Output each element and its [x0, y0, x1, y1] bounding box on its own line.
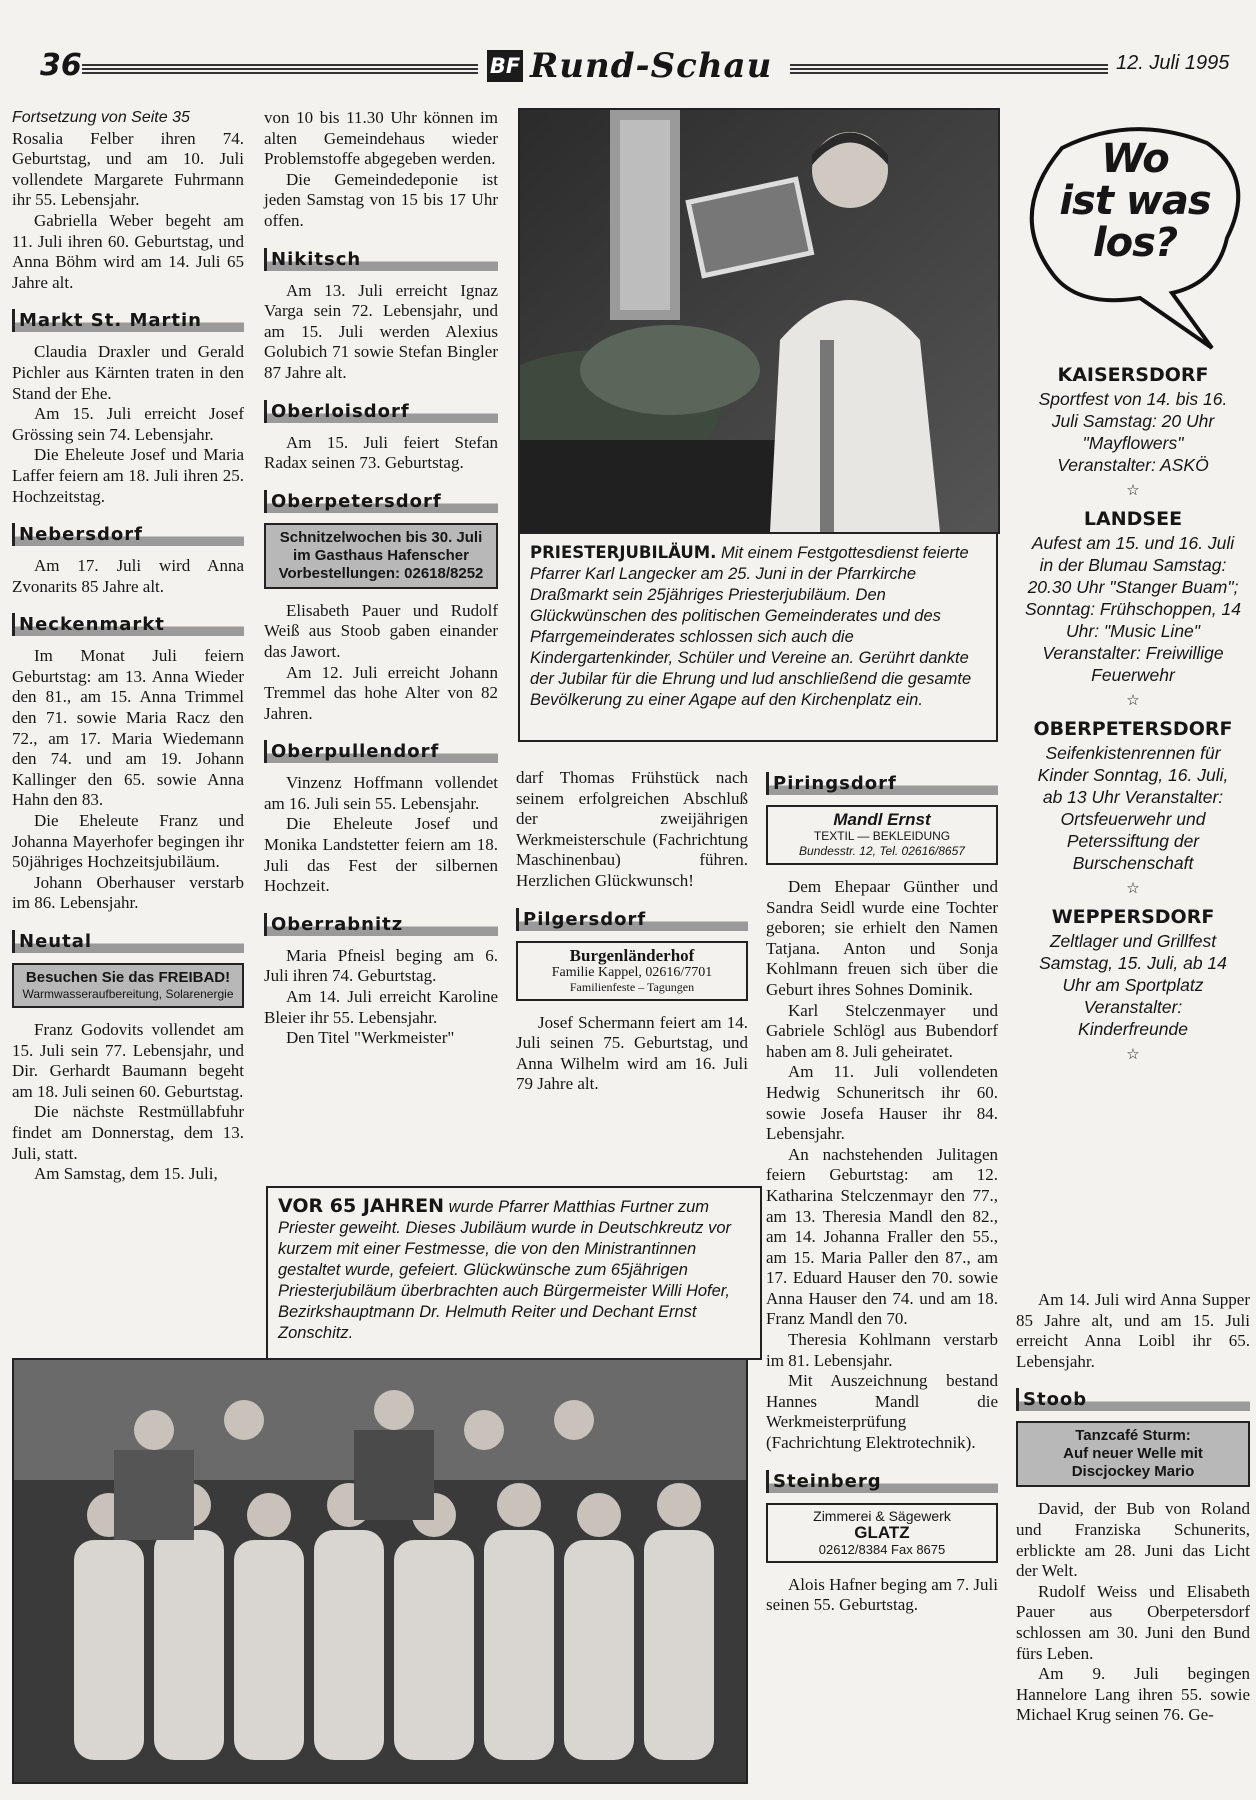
paragraph: Am 15. Juli feiert Stefan Radax seinen 73. Geburtstag.: [264, 432, 498, 473]
star-icon: ☆: [1126, 482, 1140, 499]
event-text: Sportfest von 14. bis 16. Juli Samstag: 20 Uhr "Mayflowers" Veranstalter: ASKÖ: [1038, 389, 1228, 475]
continuation-note: Fortsetzung von Seite 35: [12, 109, 190, 126]
priest-photo-graphic: [520, 110, 998, 532]
paragraph: Rosalia Felber ihren 74. Geburtstag, und am 10. Juli vollendete Margarete Fuhrmann ihr 55. Lebensjahr.: [12, 128, 244, 210]
ad-line: Besuchen Sie das FREIBAD!: [25, 969, 231, 986]
paragraph: Im Monat Juli feiern Geburtstag: am 13. Anna Wieder den 81., am 15. Anna Trimmel den 71. sowie Maria Racz den 72., am 17. Maria Wiedemann den 74. und am 19. Johann Kallinger den 65. sowie Anna Hahn den 83.: [12, 646, 244, 810]
section-heading-nikitsch: Nikitsch: [264, 248, 498, 271]
paragraph: Josef Schermann feiert am 14. Juli seinen 75. Geburtstag, und Anna Wilhelm wird am 16. Juli 79 Jahre alt.: [516, 1012, 748, 1094]
ad-line: Familie Kappel, 02616/7701: [551, 964, 713, 980]
paragraph: Die Eheleute Josef und Maria Laffer feiern am 18. Juli ihren 25. Hochzeitstag.: [12, 445, 244, 506]
ad-line: Bundesstr. 12, Tel. 02616/8657: [799, 844, 965, 858]
paragraph: Franz Godovits vollendet am 15. Juli sein 77. Lebensjahr, und Dir. Gerhardt Baumann begeht am 18. Juli seinen 60. Geburtstag.: [12, 1020, 244, 1101]
paragraph: Am 17. Juli wird Anna Zvonarits 85 Jahre alt.: [12, 556, 244, 596]
event-place: WEPPERSDORF: [1051, 906, 1215, 928]
paragraph: Am 14. Juli erreicht Karoline Bleier ihr 55. Lebensjahr.: [264, 987, 498, 1027]
column-1: [12, 108, 244, 1185]
bubble-line: ist was: [1059, 178, 1211, 224]
section-heading-oberpullendorf: Oberpullendorf: [264, 740, 498, 763]
header-rule-left: [82, 62, 478, 74]
paragraph: Am 9. Juli begingen Hannelore Lang ihren 55. sowie Michael Krug seinen 76. Ge-: [1016, 1664, 1250, 1725]
paragraph: Am 15. Juli erreicht Josef Grössing sein 74. Lebensjahr.: [12, 404, 244, 444]
section-heading-stoob: Stoob: [1016, 1388, 1250, 1411]
speech-bubble: [1022, 118, 1248, 354]
section-heading-markt-st-martin: Markt St. Martin: [12, 309, 244, 332]
section-heading-steinberg: Steinberg: [766, 1470, 998, 1493]
ad-freibad: [12, 963, 244, 1008]
paragraph: Johann Oberhauser verstarb im 86. Lebensjahr.: [12, 872, 244, 913]
event-place: LANDSEE: [1083, 508, 1183, 530]
ad-line: Familienfeste – Tagungen: [569, 979, 695, 994]
section-heading-oberloisdorf: Oberloisdorf: [264, 400, 498, 423]
page-number: 36: [40, 48, 82, 83]
section-heading-oberrabnitz: Oberrabnitz: [264, 913, 498, 936]
ad-line: Warmwasseraufbereitung, Solarenergie: [22, 987, 234, 1001]
paragraph: Karl Stelczenmayer und Gabriele Schlögl aus Bubendorf haben am 8. Juli geheiratet.: [766, 1000, 998, 1061]
ad-line: im Gasthaus Hafenscher: [293, 546, 469, 564]
paragraph: Claudia Draxler und Gerald Pichler aus Kärnten traten in den Stand der Ehe.: [12, 342, 244, 403]
ad-glatz: [766, 1503, 998, 1563]
ad-mandl-ernst: [766, 805, 998, 865]
column-2: [264, 108, 498, 1049]
photo-priest-jubilee: [518, 108, 1000, 534]
ad-line: Vorbestellungen: 02618/8252: [278, 564, 484, 582]
event-text: Aufest am 15. und 16. Juli in der Blumau Samstag: 20.30 Uhr "Stanger Buam"; Sonntag: Frühschoppen, 14 Uhr: "Music Line" Veranstalter: Freiwillige Feuerwehr: [1025, 533, 1241, 685]
photo-group-altar-servers: [12, 1358, 748, 1784]
caption-text: Mit einem Festgottesdienst feierte Pfarrer Karl Langecker am 25. Juni in der Pfarrkirche Draßmarkt sein 25jähriges Priesterjubiläum. Den Glückwünschen des politischen Gemeinderates und des Pfarrgemeinderates schlossen sich auch die Kindergartenkinder, Schüler und Vereine an. Gerührt dankte der Jubilar für die Ehrung und lud anschließend die gesamte Bevölkerung zu einer Agape auf den Kirchenplatz ein.: [530, 544, 972, 709]
event-text: Seifenkistenrennen für Kinder Sonntag, 16. Juli, ab 13 Uhr Veranstalter: Ortsfeuerwehr und Peterssiftung der Burschenschaft: [1037, 743, 1229, 873]
issue-date: 12. Juli 1995: [1116, 52, 1230, 74]
ad-line: 02612/8384 Fax 8675: [818, 1541, 946, 1557]
paragraph: Vinzenz Hoffmann vollendet am 16. Juli sein 55. Lebensjahr.: [264, 773, 498, 813]
paragraph: Am 13. Juli erreicht Ignaz Varga sein 72. Lebensjahr, und am 15. Juli werden Alexius Golubich 71 sowie Stefan Bingler 87 Jahre alt.: [264, 280, 498, 382]
section-heading-nebersdorf: Nebersdorf: [12, 523, 244, 546]
paragraph: Elisabeth Pauer und Rudolf Weiß aus Stoob gaben einander das Jawort.: [264, 600, 498, 661]
box-lead: VOR 65 JAHREN: [278, 1195, 445, 1217]
paragraph: Am 12. Juli erreicht Johann Tremmel das hohe Alter von 82 Jahren.: [264, 662, 498, 723]
caption-lead: PRIESTERJUBILÄUM.: [530, 543, 717, 562]
ad-line: GLATZ: [854, 1522, 910, 1542]
paragraph: Die Gemeindedeponie ist jeden Samstag von 15 bis 17 Uhr offen.: [264, 169, 498, 230]
event-place: OBERPETERSDORF: [1033, 718, 1233, 740]
ad-line: Burgenländerhof: [569, 945, 695, 965]
ad-line: Discjockey Mario: [1071, 1463, 1195, 1481]
ad-line: Auf neuer Welle mit: [1063, 1445, 1203, 1463]
section-heading-neckenmarkt: Neckenmarkt: [12, 613, 244, 636]
paragraph: darf Thomas Frühstück nach seinem erfolgreichen Abschluß der zweijährigen Werkmeisterschule (Fachrichtung Maschinenbau) führen. Herzlichen Glückwunsch!: [516, 768, 748, 890]
paragraph: David, der Bub von Roland und Franziska Schunerits, erblickte am 28. Juni das Licht der Welt.: [1016, 1499, 1250, 1581]
ad-line: Schnitzelwochen bis 30. Juli: [279, 528, 483, 546]
paragraph: Dem Ehepaar Günther und Sandra Seidl wurde eine Tochter geboren; sie erhielt den Namen Tatjana. Anton und Sonja Kohlmann freuen sich über die Geburt ihres Sohnes Dominik.: [766, 877, 998, 999]
paragraph: von 10 bis 11.30 Uhr können im alten Gemeindehaus wieder Problemstoffe abgegeben werden.: [264, 108, 498, 169]
ad-line: Mandl Ernst: [833, 810, 931, 829]
box-text: wurde Pfarrer Matthias Furtner zum Priester geweiht. Dieses Jubiläum wurde in Deutschkreutz vor kurzem mit einer Festmesse, die von den Ministrantinnen gestaltet wurde, gefeiert. Glückwünsche zum 65jährigen Priesterjubiläum überbrachten auch Bürgermeister Willi Hofer, Bezirkshauptmann Dr. Helmuth Reiter und Dechant Ernst Zonschitz.: [278, 1198, 732, 1342]
bf-logo: BF: [487, 50, 523, 82]
star-icon: ☆: [1126, 1046, 1140, 1063]
paragraph: An nachstehenden Julitagen feiern Geburtstag: am 12. Katharina Stelczenmayr den 77., am 13. Theresia Mandl den 82., am 14. Johanna Fraller den 55., am 15. Maria Paller den 87., am 17. Eduard Hauser den 70. sowie Anna Hauser den 74. und am 18. Franz Mandl den 70.: [766, 1144, 998, 1329]
column-4: [766, 772, 998, 1616]
paragraph: Am 11. Juli vollendeten Hedwig Schuneritsch ihr 60. sowie Josefa Hauser ihr 84. Lebensjahr.: [766, 1062, 998, 1144]
event-text: Zeltlager und Grillfest Samstag, 15. Juli, ab 14 Uhr am Sportplatz Veranstalter: Kinderfreunde: [1039, 931, 1227, 1039]
column-3: [516, 768, 748, 1095]
ad-line: TEXTIL — BEKLEIDUNG: [813, 829, 951, 843]
event-place: KAISERSDORF: [1057, 364, 1209, 386]
paragraph: Den Titel "Werkmeister": [286, 1028, 455, 1048]
paragraph: Die Eheleute Franz und Johanna Mayerhofer begingen ihr 50jähriges Hochzeitsjubiläum.: [12, 811, 244, 872]
paragraph: Die Eheleute Josef und Monika Landstetter feiern am 18. Juli das Fest der silbernen Hochzeit.: [264, 814, 498, 896]
paragraph: Maria Pfneisl beging am 6. Juli ihren 74. Geburtstag.: [264, 945, 498, 986]
star-icon: ☆: [1126, 880, 1140, 897]
bubble-line: los?: [1092, 220, 1178, 266]
header-rule-right: [790, 62, 1108, 74]
paragraph: Am 14. Juli wird Anna Supper 85 Jahre alt, und am 15. Juli erreicht Anna Loibl ihr 65. Lebensjahr.: [1016, 1290, 1250, 1371]
group-photo-graphic: [14, 1360, 746, 1782]
section-heading-piringsdorf: Piringsdorf: [766, 772, 998, 795]
paragraph: Die nächste Restmüllabfuhr findet am Donnerstag, dem 13. Juli, statt.: [12, 1102, 244, 1163]
box-vor-65-jahren: [266, 1186, 762, 1360]
section-heading-oberpetersdorf: Oberpetersdorf: [264, 490, 498, 513]
column-5: [1016, 1290, 1250, 1726]
ad-tanzcafe-sturm: [1016, 1421, 1250, 1487]
paragraph: Mit Auszeichnung bestand Hannes Mandl die Werkmeisterprüfung (Fachrichtung Elektrotechnik).: [766, 1371, 998, 1453]
ad-schnitzelwochen: [264, 523, 498, 589]
section-heading-pilgersdorf: Pilgersdorf: [516, 908, 748, 931]
brand-title: Rund-Schau: [530, 46, 773, 86]
bubble-line: Wo: [1101, 136, 1169, 182]
paragraph: Theresia Kohlmann verstarb im 81. Lebensjahr.: [766, 1330, 998, 1370]
ad-line: Zimmerei & Sägewerk: [813, 1507, 951, 1524]
paragraph: Rudolf Weiss und Elisabeth Pauer aus Oberpetersdorf schlossen am 30. Juni den Bund fürs Leben.: [1016, 1581, 1250, 1663]
paragraph: Am Samstag, dem 15. Juli,: [34, 1164, 218, 1184]
events-list: [1016, 358, 1250, 1070]
ad-line: Tanzcafé Sturm:: [1075, 1427, 1191, 1445]
paragraph: Alois Hafner beging am 7. Juli seinen 55. Geburtstag.: [766, 1574, 998, 1615]
photo-caption-priest: [518, 532, 998, 742]
star-icon: ☆: [1126, 692, 1140, 709]
paragraph: Gabriella Weber begeht am 11. Juli ihren 60. Geburtstag, und Anna Böhm wird am 14. Juli 65 Jahre alt.: [12, 210, 244, 292]
section-heading-neutal: Neutal: [12, 930, 244, 953]
ad-burgenlaenderhof: [516, 941, 748, 1001]
